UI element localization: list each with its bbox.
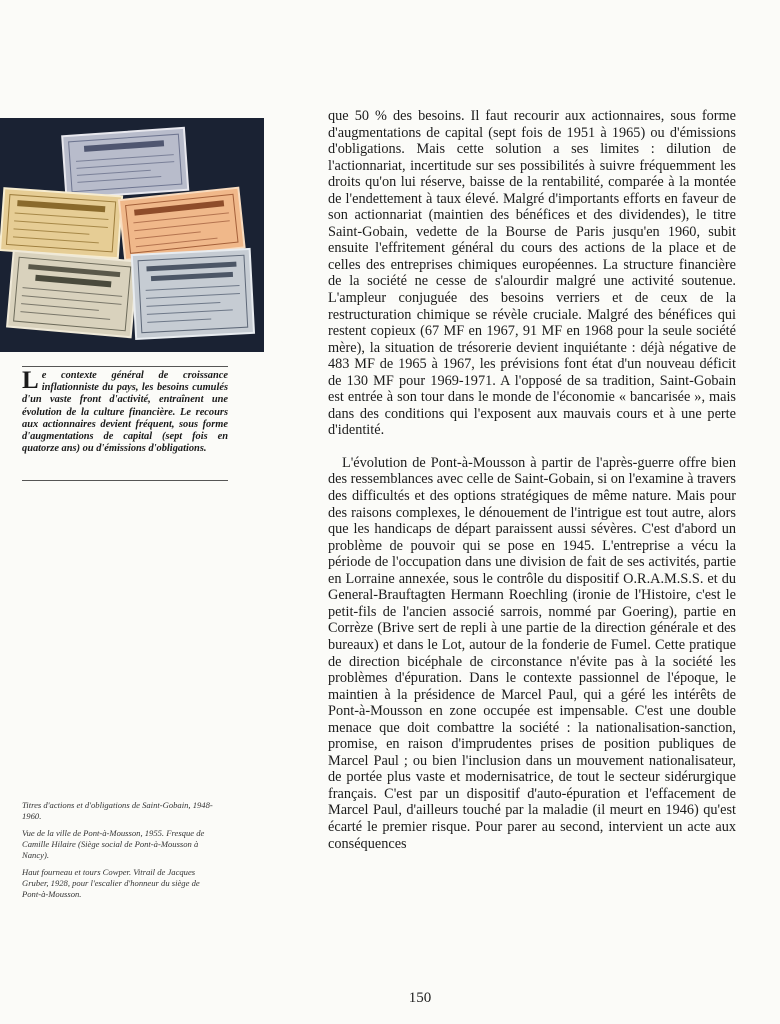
page-number: 150	[408, 990, 432, 1006]
share-certificates-image	[0, 118, 264, 352]
certificate-saint-gobain	[62, 128, 188, 198]
certificate-pale	[132, 249, 254, 339]
main-text-column	[328, 108, 736, 852]
body-paragraph-saint-gobain: que 50 % des besoins. Il faut recourir aux actionnaires, sous forme d'augmentations de capital (sept fois de 1951 à 1965) ou d'émissions d'obligations. Mais cette solution a ses limites : dilution de l'actionnariat, incertitude sur ses possibilités à suivre fréquemment les droits qu'on lui réserve, baisse de la rentabilité, comparée à la montée de l'endettement à taux élevé. Malgré d'importants efforts en faveur de son actionnariat (maintien des bénéfices et des dividendes), le titre Saint-Gobain, vedette de la Bourse de Paris jusqu'en 1960, subit ensuite l'effritement général du cours des actions de la place et de celles des entreprises chimiques européennes. La structure financière de la société ne cesse de s'alourdir malgré une activité soutenue. L'ampleur conjuguée des besoins verriers et de ceux de la restructuration chimique se révèle cruciale. Malgré des bénéfices qui restent copieux (67 MF en 1967, 91 MF en 1968 pour la seule société mère), la situation de trésorerie devient inquiétante : déjà négative de 483 MF de 1965 à 1967, les prévisions font état d'un nouveau déficit de 130 MF pour 1969-1971. A l'opposé de sa tradition, Saint-Gobain est entrée à son tour dans le monde de l'économie « bancarisée », mais dans des conditions qui l'exposent aux mauvais cours et à une perte d'identité.	[328, 108, 736, 439]
credit-certificates: Titres d'actions et d'obligations de Saint-Gobain, 1948-1960.	[22, 800, 213, 821]
credit-stained-glass: Haut fourneau et tours Cowper. Vitrail de Jacques Gruber, 1928, pour l'escalier d'honneur du siège de Pont-à-Mousson.	[22, 867, 200, 899]
caption-dropcap: L	[22, 367, 39, 394]
certificate-orange	[119, 188, 245, 260]
certificate-yellow	[0, 188, 122, 258]
caption-top-rule	[22, 366, 228, 367]
body-paragraph-pont-a-mousson: L'évolution de Pont-à-Mousson à partir de l'après-guerre offre bien des ressemblances avec celle de Saint-Gobain, si on l'examine à travers des difficultés et des options stratégiques de même nature. Mais pour des raisons complexes, le dénouement de l'intrigue est tout autre, alors que les handicaps de départ paraissent aussi sévères. C'est d'abord un problème de pouvoir qui se pose en 1945. L'entreprise a vécu la période de l'occupation dans une division de fait de ses activités, partie en Lorraine annexée, sous le contrôle du dispositif O.R.A.M.S.S. et du General-Brauftagten Hermann Roechling (ironie de l'Histoire, c'est le petit-fils de l'ancien associé sarrois, nommé par Goering), partie en Corrèze (Brive sert de repli à une partie de la direction générale et des bureaux) et dans le Lot, autour de la fonderie de Fumel. Cette pratique de direction bicéphale de circonstance n'évite pas à la société les problèmes d'épuration. Dans le contexte passionnel de l'époque, le maintien à la présidence de Marcel Paul, qui a géré les intérêts de Pont-à-Mousson en zone occupée est impensable. C'est une double menace que doit combattre la société : la nationalisation-sanction, promise, en raison d'imprudentes prises de position publiques de Marcel Paul ; ou bien l'inclusion dans un mouvement nationalisateur, de portée plus vaste et modernisatrice, de tout le secteur sidérurgique français. C'est par un dispositif d'auto-épuration et l'effacement de Marcel Paul, d'ailleurs touché par la maladie (il meurt en 1946) qu'est écarté le premier risque. Pour parer au second, intervient un acte aux conséquences	[328, 454, 736, 852]
illustration-credits	[22, 800, 214, 906]
share-certificates-photo	[0, 118, 264, 352]
caption-paragraph	[22, 367, 228, 455]
credit-fresco: Vue de la ville de Pont-à-Mousson, 1955. Fresque de Camille Hilaire (Siège social de Pont-à-Mousson à Nancy).	[22, 828, 205, 860]
photo-caption	[22, 367, 228, 455]
certificate-cream	[7, 251, 137, 338]
caption-bottom-rule	[22, 480, 228, 481]
caption-text: e contexte général de croissance inflationniste du pays, les besoins cumulés d'un vaste front d'activité, entraînent une évolution de la culture financière. Le recours aux actionnaires devient fréquent, sous forme d'augmentations de capital (sept fois en quatorze ans) ou d'émissions d'obligations.	[22, 370, 228, 455]
